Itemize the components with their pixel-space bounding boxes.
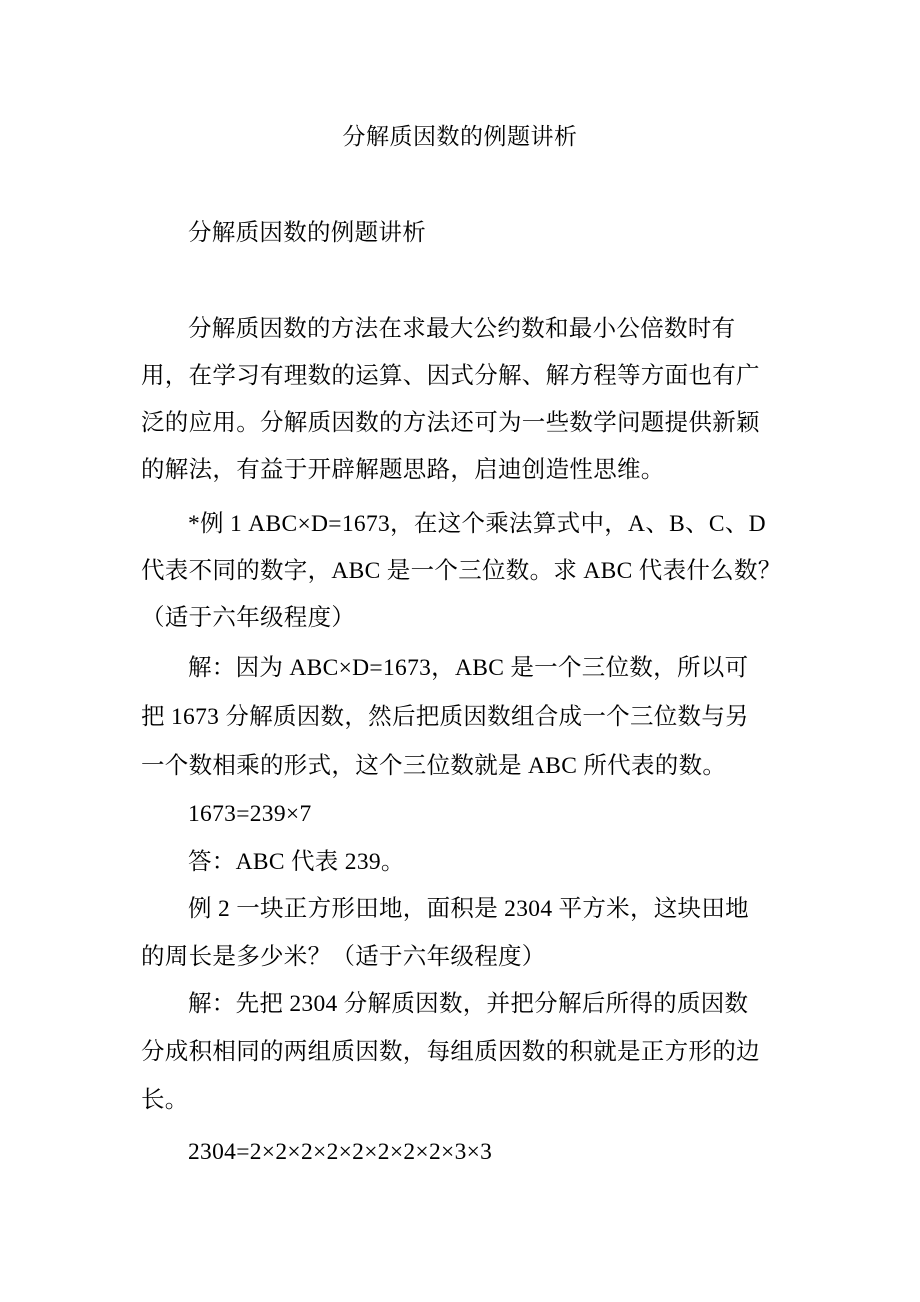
example-1-line: （适于六年级程度） <box>141 605 356 631</box>
equation-line: 2304=2×2×2×2×2×2×2×2×3×3 <box>188 1139 493 1165</box>
equation-line: 1673=239×7 <box>188 801 312 827</box>
document-title: 分解质因数的例题讲析 <box>342 124 578 149</box>
solution-2-line: 解：先把 2304 分解质因数，并把分解后所得的质因数 <box>188 991 749 1017</box>
solution-1-line: 一个数相乘的形式，这个三位数就是 ABC 所代表的数。 <box>141 753 727 779</box>
document-subtitle: 分解质因数的例题讲析 <box>188 220 426 246</box>
paragraph-line: 用，在学习有理数的运算、因式分解、解方程等方面也有广 <box>141 363 760 389</box>
paragraph-line: 的解法，有益于开辟解题思路，启迪创造性思维。 <box>141 457 665 483</box>
solution-2-line: 分成积相同的两组质因数，每组质因数的积就是正方形的边 <box>141 1039 760 1065</box>
paragraph-line: 泛的应用。分解质因数的方法还可为一些数学问题提供新颖 <box>141 410 760 436</box>
example-2-line: 的周长是多少米？（适于六年级程度） <box>141 944 546 970</box>
paragraph-line: 分解质因数的方法在求最大公约数和最小公倍数时有 <box>188 316 736 342</box>
example-1-line: 代表不同的数字，ABC 是一个三位数。求 ABC 代表什么数？ <box>141 558 782 584</box>
example-1-line: *例 1 ABC×D=1673，在这个乘法算式中，A、B、C、D <box>188 511 766 537</box>
answer-line: 答：ABC 代表 239。 <box>188 849 405 875</box>
example-2-line: 例 2 一块正方形田地，面积是 2304 平方米，这块田地 <box>188 896 749 922</box>
solution-2-line: 长。 <box>141 1087 189 1113</box>
solution-1-line: 解：因为 ABC×D=1673，ABC 是一个三位数，所以可 <box>188 655 749 681</box>
solution-1-line: 把 1673 分解质因数，然后把质因数组合成一个三位数与另 <box>141 704 749 730</box>
